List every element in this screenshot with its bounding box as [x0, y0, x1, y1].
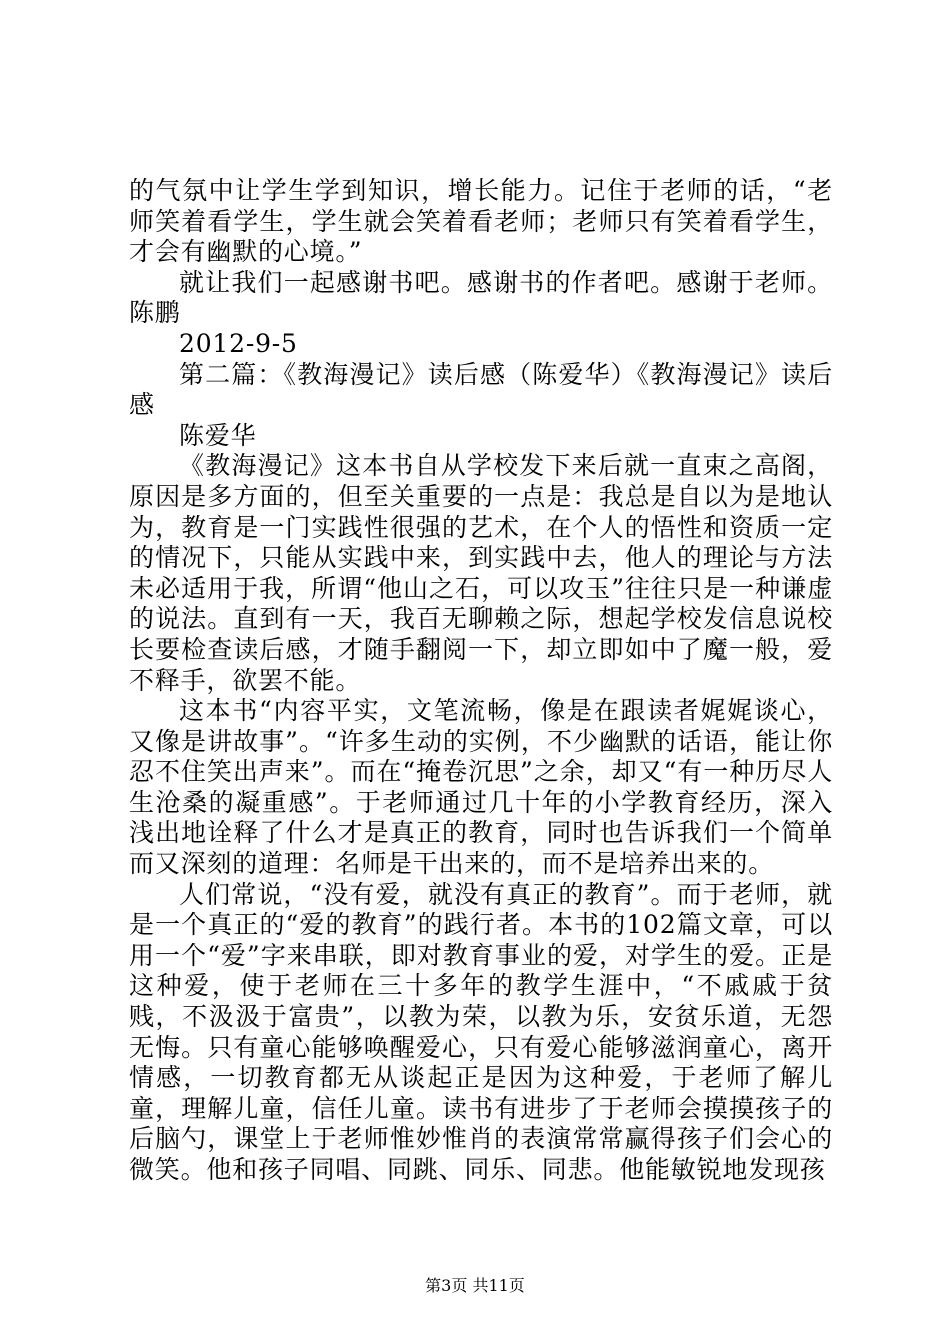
- paragraph-love-education: 人们常说，“没有爱，就没有真正的教育”。而于老师，就是一个真正的“爱的教育”的践行者。本书的102篇文章，可以用一个“爱”字来串联，即对教育事业的爱，对学生的爱。正是这种爱，使于老师在三十多年的教学生涯中，“不戚戚于贫贱，不汲汲于富贵”，以教为荣，以教为乐，安贫乐道，无怨无悔。只有童心能够唤醒爱心，只有爱心能够滋润童心，离开情感，一切教育都无从谈起正是因为这种爱，于老师了解儿童，理解儿童，信任儿童。读书有进步了于老师会摸摸孩子的后脑勺，课堂上于老师惟妙惟肖的表演常常赢得孩子们会心的微笑。他和孩子同唱、同跳、同乐、同悲。他能敏锐地发现孩: [129, 879, 833, 1184]
- paragraph-intro: 《教海漫记》这本书自从学校发下来后就一直束之高阁，原因是多方面的，但至关重要的一点是：我总是自以为是地认为，教育是一门实践性很强的艺术，在个人的悟性和资质一定的情况下，只能从实践中来，到实践中去，他人的理论与方法未必适用于我，所谓“他山之石，可以攻玉”往往只是一种谦虚的说法。直到有一天，我百无聊赖之际，想起学校发信息说校长要检查读后感，才随手翻阅一下，却立即如中了魔一般，爱不释手，欲罢不能。: [129, 451, 833, 695]
- document-body: [129, 176, 833, 1186]
- paragraph-thanks: 就让我们一起感谢书吧。感谢书的作者吧。感谢于老师。陈鹏: [129, 267, 833, 328]
- paragraph-book-description: 这本书“内容平实，文笔流畅，像是在跟读者娓娓谈心，又像是讲故事”。“许多生动的实例，不少幽默的话语，能让你忍不住笑出声来”。而在“掩卷沉思”之余，却又“有一种历尽人生沧桑的凝重感”。于老师通过几十年的小学教育经历，深入浅出地诠释了什么才是真正的教育，同时也告诉我们一个简单而又深刻的道理：名师是干出来的，而不是培养出来的。: [129, 696, 833, 879]
- page-number-label: 第3页 共11页: [425, 1276, 525, 1295]
- paragraph-date: 2012-9-5: [179, 328, 298, 358]
- author-name: 陈爱华: [179, 420, 257, 450]
- paragraph-continuation: 的气氛中让学生学到知识，增长能力。记住于老师的话，“老师笑着看学生，学生就会笑着看老师；老师只有笑着看学生，才会有幽默的心境。”: [129, 176, 833, 267]
- section-heading: 第二篇：《教海漫记》读后感（陈爱华）《教海漫记》读后感: [129, 359, 833, 420]
- page-footer: [0, 1276, 950, 1296]
